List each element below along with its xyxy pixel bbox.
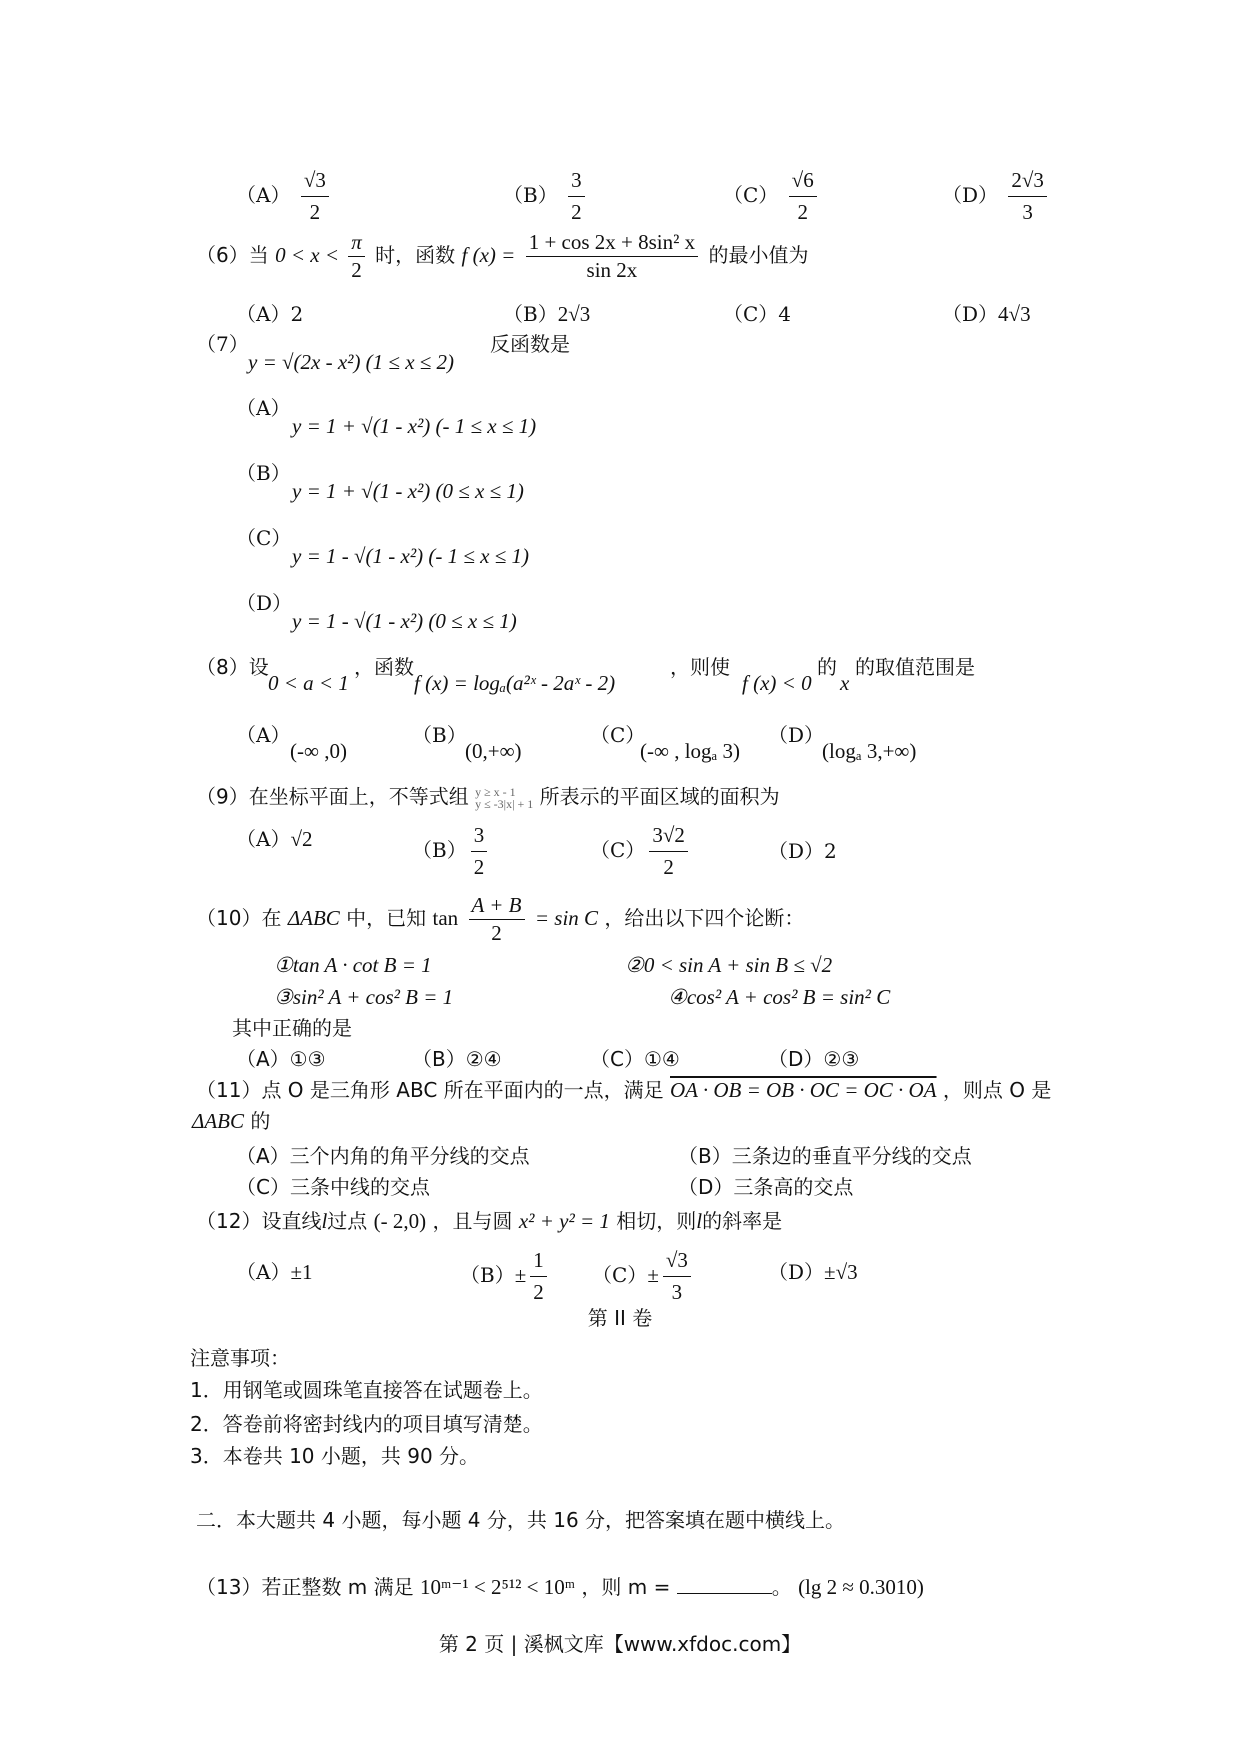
note-text: 3．本卷共 10 小题，共 90 分。 bbox=[190, 1444, 480, 1468]
q6-option-b bbox=[503, 298, 590, 327]
q11-text-b: ，则点 O 是 bbox=[942, 1078, 1052, 1102]
q7-expr: y = √(2x - x²) (1 ≤ x ≤ 2) bbox=[248, 350, 455, 374]
q8-var bbox=[840, 673, 849, 694]
q8-number-text: （8）设 bbox=[196, 655, 269, 679]
claim-text: ①tan A · cot B = 1 bbox=[274, 953, 432, 977]
q12-point: (- 2,0) bbox=[373, 1209, 427, 1233]
q7-option-a-expr bbox=[292, 416, 536, 437]
numerator: 1 + cos 2x + 8sin² x bbox=[526, 232, 698, 257]
q7-text bbox=[490, 334, 570, 354]
q10-claim-2 bbox=[625, 955, 832, 976]
option-label: （A） bbox=[236, 1260, 291, 1284]
q7-expression bbox=[248, 352, 454, 373]
q10-which-text: 其中正确的是 bbox=[232, 1016, 352, 1040]
fraction bbox=[348, 232, 365, 281]
q12-circle: x² + y² = 1 bbox=[518, 1209, 610, 1233]
q8-inequality bbox=[742, 673, 812, 694]
fraction bbox=[471, 823, 488, 880]
option-label: （C）4 bbox=[723, 302, 792, 326]
option-expr: (-∞ , logₐ 3) bbox=[640, 739, 741, 763]
option-label: （D）②③ bbox=[768, 1047, 860, 1071]
q10-triangle: ΔABC bbox=[287, 906, 340, 930]
option-label: （B） bbox=[503, 183, 558, 207]
q12-text-a: （12）设直线 bbox=[196, 1209, 322, 1233]
question-6 bbox=[196, 232, 809, 281]
q12-option-a bbox=[236, 1256, 312, 1285]
q5-option-d bbox=[942, 168, 1051, 225]
part-2-title bbox=[0, 1308, 1240, 1328]
numerator: 3 bbox=[568, 168, 585, 197]
question-13 bbox=[196, 1575, 924, 1598]
q10-text-a: （10）在 bbox=[196, 906, 282, 930]
numerator: 3 bbox=[471, 823, 488, 852]
q8-text-4 bbox=[855, 657, 975, 677]
q9-text-a: （9）在坐标平面上，不等式组 bbox=[196, 784, 469, 809]
fraction bbox=[530, 1248, 547, 1305]
numerator: 2√3 bbox=[1008, 168, 1047, 197]
section-2-heading bbox=[196, 1510, 845, 1530]
page-footer bbox=[0, 1628, 1240, 1657]
claim-text: ④cos² A + cos² B = sin² C bbox=[668, 985, 891, 1009]
numerator: 1 bbox=[530, 1248, 547, 1277]
denominator: 2 bbox=[491, 921, 502, 945]
option-label: （B） bbox=[460, 1263, 515, 1287]
q9-option-c bbox=[590, 823, 692, 880]
q11-option-b bbox=[678, 1146, 972, 1166]
q13-text-a: （13）若正整数 m 满足 bbox=[196, 1575, 414, 1599]
numerator: √3 bbox=[301, 168, 329, 197]
q7-number bbox=[196, 334, 249, 354]
q8-text-2 bbox=[670, 657, 730, 677]
q10-tan: tan bbox=[432, 906, 459, 930]
option-label: （D） bbox=[236, 591, 293, 615]
q6-option-c bbox=[723, 298, 791, 327]
option-expr: ±1 bbox=[290, 1260, 313, 1284]
fraction bbox=[526, 232, 698, 281]
q10-option-a bbox=[236, 1049, 326, 1069]
option-label: （A） bbox=[236, 723, 291, 747]
q12-text-e: 的斜率是 bbox=[702, 1209, 783, 1233]
option-label: （D）三条高的交点 bbox=[678, 1175, 854, 1199]
q8-function bbox=[414, 673, 615, 694]
denominator: 3 bbox=[1022, 200, 1033, 224]
notes-title-text: 注意事项： bbox=[190, 1346, 290, 1370]
q5-option-c bbox=[723, 168, 821, 225]
denominator: 2 bbox=[533, 1280, 544, 1304]
option-expr: (0,+∞) bbox=[465, 739, 522, 763]
question-10 bbox=[196, 895, 804, 944]
q9-system-top: y ≥ x - 1 bbox=[475, 785, 516, 799]
q7-text-label: 反函数是 bbox=[490, 332, 570, 356]
q10-text-b: 中，已知 bbox=[346, 906, 427, 930]
q13-hint: (lg 2 ≈ 0.3010) bbox=[798, 1575, 924, 1599]
q8-option-b-expr bbox=[465, 741, 522, 762]
option-expr: y = 1 - √(1 - x²) (- 1 ≤ x ≤ 1) bbox=[292, 544, 529, 568]
question-9 bbox=[196, 786, 780, 810]
option-expr: ±√3 bbox=[824, 1260, 858, 1284]
numerator: A + B bbox=[469, 895, 525, 920]
denominator: 2 bbox=[309, 200, 321, 224]
question-12 bbox=[196, 1211, 782, 1232]
q13-text-b: ，则 m = bbox=[581, 1575, 677, 1599]
fraction bbox=[1008, 168, 1047, 225]
claim-text: ③sin² A + cos² B = 1 bbox=[274, 985, 454, 1009]
q12-line-l: l bbox=[321, 1209, 328, 1233]
option-expr: y = 1 + √(1 - x²) (0 ≤ x ≤ 1) bbox=[292, 479, 524, 503]
option-label: （B）②④ bbox=[412, 1047, 502, 1071]
q7-option-c-label bbox=[236, 528, 291, 548]
fraction bbox=[663, 1248, 691, 1305]
q11-text-a: （11）点 O 是三角形 ABC 所在平面内的一点，满足 bbox=[196, 1078, 664, 1102]
option-label: （D） bbox=[942, 183, 999, 207]
footer-text: 第 2 页 | 溪枫文库【www.xfdoc.com】 bbox=[438, 1632, 802, 1656]
q10-claim-4 bbox=[668, 987, 890, 1008]
q11-triangle: ΔABC bbox=[192, 1109, 244, 1133]
plus-minus: ± bbox=[647, 1263, 659, 1287]
option-value: 4√3 bbox=[998, 302, 1031, 326]
option-label: （B） bbox=[412, 838, 467, 862]
q8-number bbox=[196, 657, 269, 677]
q9-option-b bbox=[412, 823, 491, 880]
numerator: √6 bbox=[789, 168, 817, 197]
q13-inequality: 10ᵐ⁻¹ < 2⁵¹² < 10ᵐ bbox=[420, 1575, 576, 1599]
q8-option-c-expr bbox=[640, 741, 740, 762]
denominator: sin 2x bbox=[586, 258, 638, 282]
q10-claim-1 bbox=[274, 955, 432, 976]
option-expr: y = 1 - √(1 - x²) (0 ≤ x ≤ 1) bbox=[292, 609, 517, 633]
q5-option-a bbox=[236, 168, 333, 225]
option-expr: √2 bbox=[290, 827, 313, 851]
q7-option-c-expr bbox=[292, 546, 529, 567]
option-label: （A）三个内角的角平分线的交点 bbox=[236, 1144, 530, 1168]
q8-t3: 的 bbox=[817, 655, 837, 679]
fraction bbox=[301, 168, 329, 225]
q8-option-d-label bbox=[768, 725, 824, 745]
q10-text-c: ，给出以下四个论断： bbox=[604, 906, 805, 930]
q9-option-a bbox=[236, 823, 312, 852]
q11-text-c: 的 bbox=[250, 1109, 271, 1133]
q8-condition bbox=[268, 673, 349, 694]
q11-option-d bbox=[678, 1177, 853, 1197]
q10-option-d bbox=[768, 1049, 859, 1069]
q12-text-d: 相切，则 bbox=[616, 1209, 697, 1233]
q13-text-c: 。 bbox=[771, 1575, 792, 1599]
q8-option-a-expr bbox=[290, 741, 347, 762]
numerator: 3√2 bbox=[649, 823, 688, 852]
q9-system bbox=[475, 786, 533, 810]
section-2-text: 二．本大题共 4 小题，每小题 4 分，共 16 分，把答案填在题中横线上。 bbox=[196, 1508, 846, 1532]
note-item-2 bbox=[190, 1414, 543, 1434]
q11-equation: OA · OB = OB · OC = OC · OA bbox=[670, 1078, 937, 1102]
q8-t2: ，则使 bbox=[670, 655, 730, 679]
q12-option-d bbox=[768, 1256, 858, 1285]
q7-option-d-expr bbox=[292, 611, 517, 632]
denominator: 2 bbox=[663, 855, 674, 879]
q12-line-l-2: l bbox=[696, 1209, 703, 1233]
q6-condition: 0 < x < bbox=[275, 243, 345, 267]
plus-minus: ± bbox=[514, 1263, 527, 1287]
option-label: （B） bbox=[412, 723, 467, 747]
option-label: （A） bbox=[236, 183, 291, 207]
option-label: （C） bbox=[592, 1263, 648, 1287]
q9-text-b: 所表示的平面区域的面积为 bbox=[539, 784, 780, 809]
denominator: 2 bbox=[571, 200, 582, 224]
q10-tan-post: = sin C bbox=[534, 906, 599, 930]
option-label: （D） bbox=[942, 302, 999, 326]
q12-option-b bbox=[460, 1248, 551, 1305]
fraction bbox=[649, 823, 688, 880]
option-label: （B）三条边的垂直平分线的交点 bbox=[678, 1144, 972, 1168]
option-label: （A）①③ bbox=[236, 1047, 326, 1071]
q6-text: 时，函数 bbox=[375, 243, 456, 267]
q8-cond: 0 < a < 1 bbox=[268, 671, 349, 695]
denominator: 3 bbox=[671, 1280, 683, 1304]
denominator: 2 bbox=[473, 855, 485, 879]
option-label: （A）2 bbox=[236, 302, 304, 326]
option-label: （C） bbox=[590, 723, 646, 747]
q7-option-b-label bbox=[236, 463, 291, 483]
q9-system-bottom: y ≤ -3|x| + 1 bbox=[475, 797, 534, 811]
q10-which bbox=[232, 1018, 352, 1038]
q10-claim-3 bbox=[274, 987, 453, 1008]
q8-ineq: f (x) < 0 bbox=[742, 671, 812, 695]
option-label: （D） bbox=[768, 1260, 825, 1284]
option-label: （C） bbox=[236, 526, 292, 550]
q6-function: f (x) = bbox=[461, 243, 516, 267]
q11-option-a bbox=[236, 1146, 530, 1166]
q7-number-text: （7） bbox=[196, 332, 249, 356]
q7-option-b-expr bbox=[292, 481, 524, 502]
part-2-title-text: 第 II 卷 bbox=[587, 1306, 653, 1330]
note-item-3 bbox=[190, 1446, 479, 1466]
q6-text-end: 的最小值为 bbox=[708, 243, 809, 267]
option-label: （A） bbox=[236, 396, 291, 420]
option-label: （C） bbox=[723, 183, 779, 207]
q7-option-d-label bbox=[236, 593, 292, 613]
fraction bbox=[789, 168, 817, 225]
q11-option-c bbox=[236, 1177, 430, 1197]
q8-text-3 bbox=[817, 657, 837, 677]
q8-t1: ，函数 bbox=[354, 655, 414, 679]
question-11 bbox=[196, 1080, 1051, 1101]
q11-line-2 bbox=[192, 1111, 270, 1132]
q8-t4: 的取值范围是 bbox=[855, 655, 975, 679]
claim-text: ②0 < sin A + sin B ≤ √2 bbox=[625, 953, 833, 977]
q9-option-d bbox=[768, 835, 837, 864]
q12-text-b: 过点 bbox=[327, 1209, 368, 1233]
option-expr: y = 1 + √(1 - x²) (- 1 ≤ x ≤ 1) bbox=[292, 414, 537, 438]
q8-option-d-expr bbox=[822, 741, 916, 762]
q7-option-a-label bbox=[236, 398, 290, 418]
option-label: （B） bbox=[503, 302, 558, 326]
option-label: （B） bbox=[236, 461, 291, 485]
q8-text-1 bbox=[354, 657, 414, 677]
option-expr: (logₐ 3,+∞) bbox=[822, 739, 917, 763]
q12-option-c bbox=[592, 1248, 695, 1305]
option-expr: (-∞ ,0) bbox=[290, 739, 347, 763]
option-label: （D） bbox=[768, 723, 825, 747]
fraction bbox=[568, 168, 585, 225]
note-text: 2．答卷前将密封线内的项目填写清楚。 bbox=[190, 1412, 543, 1436]
fraction bbox=[469, 895, 525, 944]
q8-fx: f (x) = logₐ(a²ˣ - 2aˣ - 2) bbox=[414, 671, 616, 695]
option-label: （C）三条中线的交点 bbox=[236, 1175, 430, 1199]
q10-option-b bbox=[412, 1049, 502, 1069]
numerator: √3 bbox=[663, 1248, 691, 1277]
q12-text-c: ，且与圆 bbox=[432, 1209, 513, 1233]
option-label: （D）2 bbox=[768, 839, 837, 863]
option-value: 2√3 bbox=[557, 302, 591, 326]
q8-option-a-label bbox=[236, 725, 290, 745]
denominator: 2 bbox=[797, 200, 808, 224]
option-label: （C） bbox=[590, 838, 646, 862]
q8-option-b-label bbox=[412, 725, 467, 745]
q10-option-c bbox=[590, 1049, 680, 1069]
q8-var-text: x bbox=[840, 671, 850, 695]
notes-title bbox=[190, 1348, 290, 1368]
q8-option-c-label bbox=[590, 725, 645, 745]
note-text: 1．用钢笔或圆珠笔直接答在试题卷上。 bbox=[190, 1378, 543, 1402]
q6-option-a bbox=[236, 298, 303, 327]
q5-option-b bbox=[503, 168, 589, 225]
numerator: π bbox=[348, 232, 365, 257]
q6-option-d bbox=[942, 298, 1031, 327]
denominator: 2 bbox=[351, 258, 362, 282]
q6-number: （6）当 bbox=[196, 243, 269, 267]
option-label: （C）①④ bbox=[590, 1047, 680, 1071]
option-label: （A） bbox=[236, 827, 291, 851]
answer-blank[interactable] bbox=[677, 1575, 772, 1594]
note-item-1 bbox=[190, 1380, 543, 1400]
